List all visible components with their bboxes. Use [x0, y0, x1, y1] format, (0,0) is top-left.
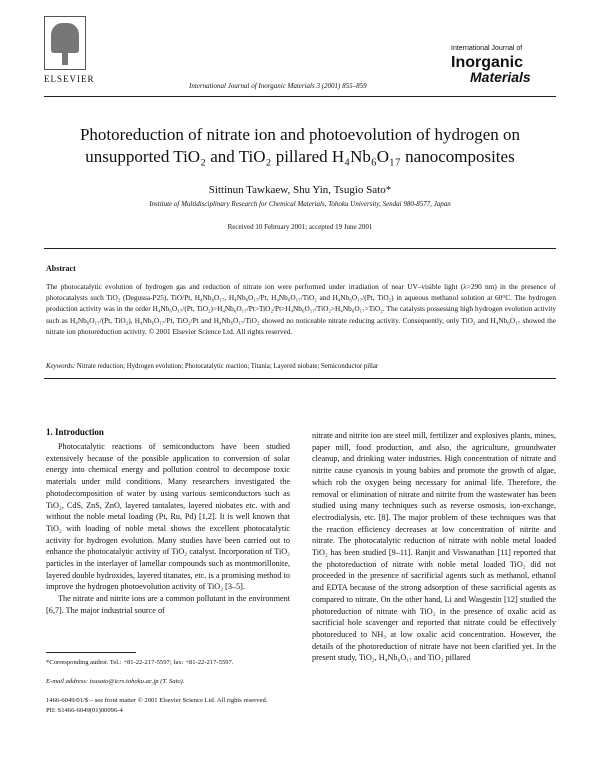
- header-rule: [44, 96, 556, 97]
- pii-line: PII: S1466-6049(01)00096-4: [46, 707, 123, 714]
- journal-logo-small: International Journal of: [451, 45, 523, 52]
- publisher-name: ELSEVIER: [44, 74, 95, 84]
- authors: Sittinun Tawkaew, Shu Yin, Tsugio Sato*: [208, 184, 392, 196]
- received-dates: Received 10 February 2001; accepted 19 June 2001: [227, 223, 373, 231]
- keywords-label: Keywords:: [46, 363, 76, 370]
- abstract-top-rule: [44, 248, 556, 249]
- journal-logo-line2: Materials: [470, 69, 531, 85]
- paragraph: nitrate and nitrite ion are steel mill, fertilizer and explosives plants, mines, paper mill, food production, and also, the agriculture, groundwater cleanup, and drinking water industries. High concentration of nitrate and nitrite cause cyanosis in young babies and promote the growth of algae, which rob the oxygen being necessary for animal life. Therefore, the removal or elimination of nitrate and nitrite from the wastewater has been studied using many techniques such as reverse osmosis, ion-exchange, electrodialysis, etc. [8]. The major problem of these techniques was that the reaction efficiency decreases at low concentration of nitrite and nitrate. The photocatalytic reduction of nitrate with noble metal loaded TiO₂ has been studied [9–11]. Ranjit and Viswanathan [11] reported that the photoreduction of nitrate with noble metal loaded TiO₂ did not proceeded in the presence of sacrificial agents such as methanol, ethanol and EDTA because of the strong adsorption of these sacrificial agents as compared to nitrate. On the other hand, Li and Wasgestin [12] studied the photoreduction of nitrate with TiO₂ in the presence of oxalic acid as sacrificial hole scavenger and reported that nitrate could be effectively photoreduced to NH₃ at low oxalic acid concentration. However, the details of the photoreduction of nitrate have not been clarified yet. In the present study, TiO₂, H₄Nb₆O₁₇ and TiO₂ pillared: [312, 431, 556, 663]
- footnote-email: E-mail address: tsusato@icrs.tohoku.ac.jp (T. Sato).: [46, 678, 185, 685]
- title-line-2: unsupported TiO₂ and TiO₂ pillared H₄Nb₆O₁₇ nanocomposites: [85, 147, 515, 166]
- paragraph: Photocatalytic reactions of semiconductors have been studied extensively because of the possible application to conversion of solar energy into chemical energy and pollution control to decompose toxic materials under mild conditions. Many researchers investigated the photodecomposition of water by using various semiconductors such as TiO₂, CdS, ZnS, ZnO, layered tantalates, layered niobates etc. with and without the noble metal loading (Pt, Ru, Pd) [1,2]. It is well known that TiO₂ with loading of noble metal shows the excellent photocatalytic activity for hydrogen evolution. Many studies have been carried out to enhance the photocatalytic activity of TiO₂ catalyst. Incorporation of TiO₂ particles in the interlayer of lamellar compounds such as montmorillonite, layered double hydroxides, layered titanates, etc. is a promising method to improve the hydrogen photoevolution activity of TiO₂ [3–5].: [46, 442, 290, 592]
- issn-line: 1466-6049/01/$ – see front matter © 2001 Elsevier Science Ltd. All rights reserved.: [46, 697, 268, 704]
- footnote-rule: [46, 652, 136, 653]
- keywords: [46, 363, 556, 370]
- article-title: [50, 124, 550, 168]
- journal-logo-line1: Inorganic: [451, 54, 524, 71]
- abstract-heading: Abstract: [46, 264, 76, 273]
- right-column: [312, 430, 556, 664]
- abstract-bottom-rule: [44, 378, 556, 379]
- paragraph: The nitrate and nitrite ions are a common pollutant in the environment [6,7]. The major industrial source of: [46, 594, 290, 615]
- footnote-corresponding: *Corresponding author. Tel.: +81-22-217-5597; fax: +81-22-217-5597.: [46, 659, 234, 666]
- elsevier-logo: [44, 16, 86, 70]
- section-heading-introduction: 1. Introduction: [46, 427, 104, 437]
- title-line-1: Photoreduction of nitrate ion and photoevolution of hydrogen on: [79, 125, 521, 144]
- abstract-text: The photocatalytic evolution of hydrogen gas and reduction of nitrate ion were performed under irradiation of near UV–visible light (λ>290 nm) in the presence of photocatalysts such TiO₂ (Degussa-P25), TiO/Pt, H₄Nb₆O₁₇, H₄Nb₆O₁₇/Pt, H₄Nb₆O₁₇/TiO₂ and H₄Nb₆O₁₇/(Pt, TiO₂) in aqueous methanol solution at 60°C. The hydrogen production activity was in the order H₄Nb₆O₁₇/(Pt, TiO₂)>H₄Nb₆O₁₇/Pt>TiO₂/Pt>H₄Nb₆O₁₇/TiO₂>H₄Nb₆O₁₇>TiO₂. The catalysts possessing high hydrogen evolution activity such as H₄Nb₆O₁₇/(Pt, TiO₂), H₄Nb₆O₁₇/Pt, TiO₂/Pt and H₄Nb₆O₁₇/TiO₂ showed no noticeable nitrate reducing activity. Consequently, only TiO₂ and H₄Nb₆O₁₇ showed the nitrate ion photoreduction activity. © 2001 Elsevier Science Ltd. All rights reserved.: [46, 282, 556, 336]
- left-column: [46, 441, 290, 617]
- journal-reference: International Journal of Inorganic Materials 3 (2001) 855–859: [189, 82, 367, 90]
- tree-icon: [51, 23, 79, 53]
- keywords-list: Nitrate reduction; Hydrogen evolution; Photocatalytic reaction; Titania; Layered niobate; Semiconductor pillar: [76, 363, 379, 370]
- affiliation: Institute of Multidisciplinary Research for Chemical Materials, Tohoku University, Sendai 980-8577, Japan: [149, 200, 451, 208]
